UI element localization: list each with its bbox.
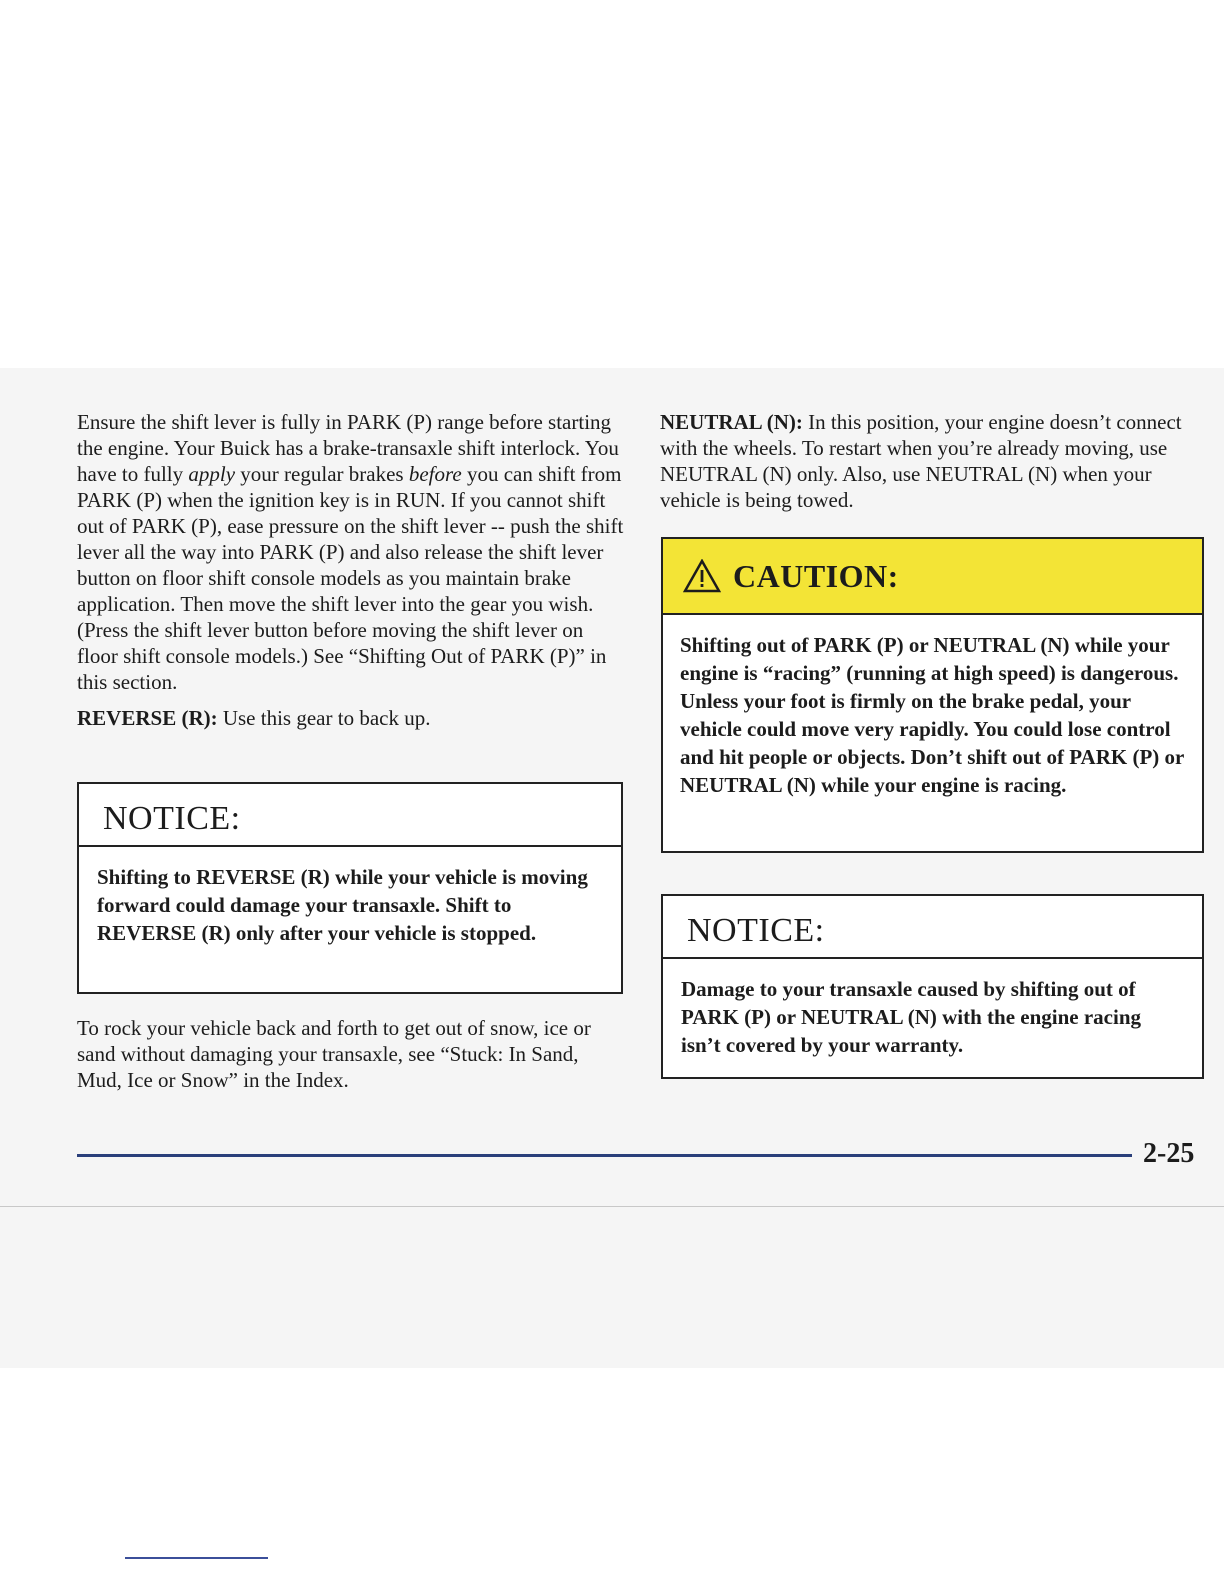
notice-text: Shifting to REVERSE (R) while your vehicle is moving forward could damage your transaxle. Shift to REVERSE (R) only after your vehicle is stopped. [97,865,588,945]
park-text-2: your regular brakes [235,462,409,486]
rock-paragraph: To rock your vehicle back and forth to get out of snow, ice or sand without damaging your transaxle, see “Stuck: In Sand, Mud, Ice or Snow” in the Index. [77,1016,591,1092]
caution-header [663,539,1202,615]
notice-box-reverse [77,782,623,994]
apply-emphasis: apply [188,462,236,486]
notice-text: Damage to your transaxle caused by shifting out of PARK (P) or NEUTRAL (N) with the engine racing isn’t covered by your warranty. [681,977,1142,1057]
notice-heading: NOTICE: [663,896,1202,959]
caution-text: Shifting out of PARK (P) or NEUTRAL (N) while your engine is “racing” (running at high speed) is dangerous. Unless your foot is firmly on the brake pedal, your vehicle could move very rapidly. You could lose control and hit people or objects. Don’t shift out of PARK (P) or NEUTRAL (N) while your engine is racing. [680,633,1184,797]
neutral-label: NEUTRAL (N): [660,410,803,434]
reverse-label: REVERSE (R): [77,706,218,730]
scan-edge-line [0,1206,1224,1207]
caution-box [661,537,1204,853]
neutral-text: In this position, your engine doesn’t connect with the wheels. To restart when you’re already moving, use NEUTRAL (N) only. Also, use NEUTRAL (N) when your vehicle is being towed. [660,410,1182,512]
notice-box-warranty [661,894,1204,1079]
stray-mark [125,1557,268,1559]
park-text-1: Ensure the shift lever is fully in PARK (P) range before starting the engine. Your Buick has a brake-transaxle shift interlock. You have to fully [77,410,619,486]
rock-section [77,1015,625,1093]
reverse-text: Use this gear to back up. [217,706,431,730]
reverse-paragraph [77,705,625,731]
notice-heading: NOTICE: [79,784,621,847]
page-number: 2-25 [1143,1138,1195,1169]
footer-rule [77,1154,1132,1157]
warning-triangle-icon [683,559,721,593]
park-text-3: you can shift from PARK (P) when the ignition key is in RUN. If you cannot shift out of PARK (P), ease pressure on the shift lever -- push the shift lever all the way into PARK (P) and also release the shift lever button on floor shift console models as you maintain brake application. Then move the shift lever into the gear you wish. (Press the shift lever button before moving the shift lever on floor shift console models.) See “Shifting Out of PARK (P)” in this section. [77,462,624,694]
park-paragraph [77,409,625,695]
neutral-paragraph [660,409,1208,513]
caution-heading: CAUTION: [733,557,899,594]
right-column [660,409,1208,513]
left-column [77,409,625,731]
before-emphasis: before [408,462,462,486]
